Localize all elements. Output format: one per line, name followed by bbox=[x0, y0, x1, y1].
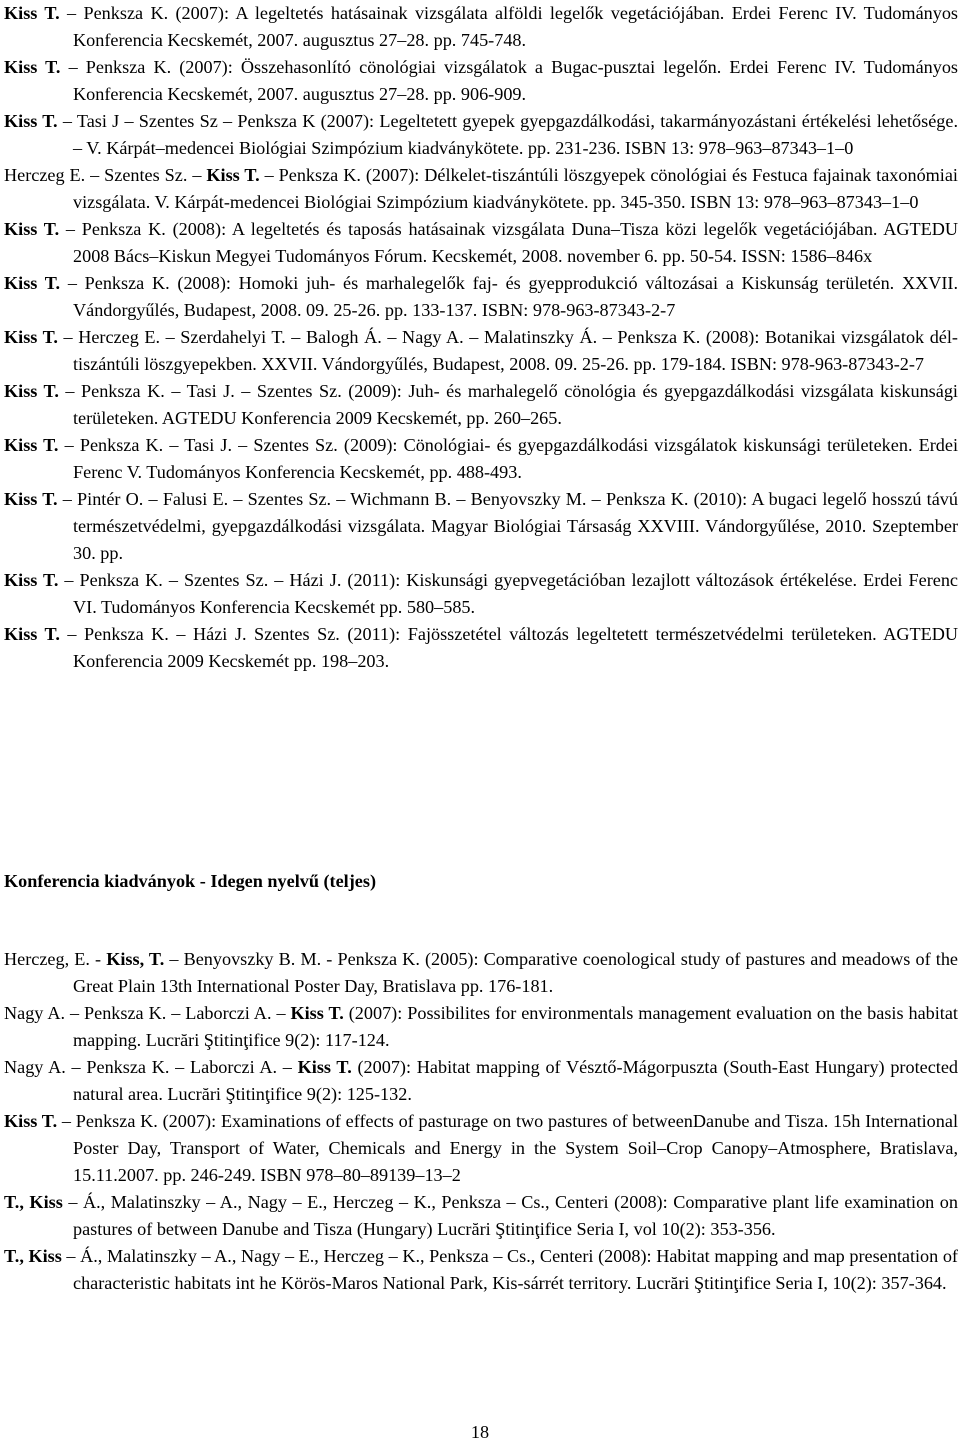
entry-text: – Penksza K. – Tasi J. – Szentes Sz. (2009): Juh- és marhalegelő cönológia és gyepgazdálkodási vizsgálata kiskunsági területeken. AGTEDU Konferencia 2009 Kecskemét, pp. 260–265. bbox=[58, 381, 958, 428]
bibliography-entry bbox=[4, 108, 958, 162]
bibliography-entry bbox=[4, 162, 958, 216]
author-name: Kiss T. bbox=[4, 1111, 58, 1131]
bibliography-entry bbox=[4, 621, 958, 675]
entry-text: – Á., Malatinszky – A., Nagy – E., Herczeg – K., Penksza – Cs., Centeri (2008): Habitat mapping and map presentation of characteristic habitats int he Körös-Maros National Park, Kis-sárrét territory. Lucrări Ştitinţifice Seria I, 10(2): 357-364. bbox=[61, 1246, 958, 1293]
entry-text: – Penksza K. – Tasi J. – Szentes Sz. (2009): Cönológiai- és gyepgazdálkodási vizsgálatok kiskunsági területeken. Erdei Ferenc V. Tudományos Konferencia Kecskemét, pp. 488-493. bbox=[58, 435, 958, 482]
entry-text: – Herczeg E. – Szerdahelyi T. – Balogh Á. – Nagy A. – Malatinszky Á. – Penksza K. (2008): Botanikai vizsgálatok dél-tiszántúli löszgyepekben. XXVII. Vándorgyűlés, Budapest, 2008. 09. 25-26. pp. 179-184. ISBN: 978-963-87343-2-7 bbox=[57, 327, 958, 374]
bibliography-entry bbox=[4, 324, 958, 378]
entry-text: – Penksza K. (2007): Examinations of effects of pasturage on two pastures of betweenDanube and Tisza. 15h International Poster Day, Transport of Water, Chemicals and Energy in the System Soil–Crop Canopy–Atmosphere, Bratislava, 15.11.2007. pp. 246-249. ISBN 978–80–89139–13–2 bbox=[57, 1111, 958, 1185]
entry-text: Herczeg E. – Szentes Sz. – bbox=[4, 165, 207, 185]
author-name: Kiss T. bbox=[297, 1057, 352, 1077]
bibliography-entry bbox=[4, 378, 958, 432]
entry-text: – Penksza K. (2007): Délkelet-tiszántúli löszgyepek cönológiai és Festuca fajainak taxonómiai vizsgálata. V. Kárpát-medencei Biológiai Szimpózium kiadványkötete. pp. 345-350. ISBN 13: 978–963–87343–1–0 bbox=[73, 165, 958, 212]
author-name: Kiss T. bbox=[4, 111, 58, 131]
section-heading: Konferencia kiadványok - Idegen nyelvű (teljes) bbox=[4, 871, 376, 891]
author-name: Kiss T. bbox=[4, 570, 59, 590]
entry-text: (2007): Possibilites for environmentals management evaluation on the basis habitat mapping. Lucrări Ştitinţifice 9(2): 117-124. bbox=[73, 1003, 958, 1050]
foreign-language-conference-list bbox=[4, 946, 958, 1297]
bibliography-entry bbox=[4, 270, 958, 324]
entry-text: – Penksza K. (2007): Összehasonlító cönológiai vizsgálatok a Bugac-pusztai legelőn. Erdei Ferenc IV. Tudományos Konferencia Kecskemét, 2007. augusztus 27–28. pp. 906-909. bbox=[60, 57, 958, 104]
bibliography-entry bbox=[4, 567, 958, 621]
entry-text: – Benyovszky B. M. - Penksza K. (2005): Comparative coenological study of pastures and meadows of the Great Plain 13th International Poster Day, Bratislava pp. 176-181. bbox=[73, 949, 958, 996]
entry-text: – Pintér O. – Falusi E. – Szentes Sz. – Wichmann B. – Benyovszky M. – Penksza K. (2010): A bugaci legelő hosszú távú természetvédelmi, gyepgazdálkodási vizsgálata. Magyar Biológiai Társaság XXVIII. Vándorgyűlése, 2010. Szeptember 30. pp. bbox=[57, 489, 958, 563]
entry-text: – Penksza K. (2008): Homoki juh- és marhalegelők faj- és gyepprodukció változásai a Kiskunság területén. XXVII. Vándorgyűlés, Budapest, 2008. 09. 25-26. pp. 133-137. ISBN: 978-963-87343-2-7 bbox=[60, 273, 959, 320]
page-number: 18 bbox=[470, 1422, 490, 1442]
bibliography-entry bbox=[4, 486, 958, 567]
entry-text: – Penksza K. – Házi J. Szentes Sz. (2011): Fajösszetétel változás legeltetett természetvédelmi területeken. AGTEDU Konferencia 2009 Kecskemét pp. 198–203. bbox=[59, 624, 958, 671]
bibliography-entry bbox=[4, 1243, 958, 1297]
hungarian-conference-list bbox=[4, 0, 958, 675]
author-name: Kiss T. bbox=[206, 165, 260, 185]
bibliography-entry bbox=[4, 1189, 958, 1243]
entry-text: (2007): Habitat mapping of Vésztő-Mágorpuszta (South-East Hungary) protected natural area. Lucrări Ştitinţifice 9(2): 125-132. bbox=[73, 1057, 958, 1104]
entry-text: Nagy A. – Penksza K. – Laborczi A. – bbox=[4, 1003, 291, 1023]
author-name: Kiss, T. bbox=[106, 949, 165, 969]
entry-text: – Penksza K. (2008): A legeltetés és taposás hatásainak vizsgálata Duna–Tisza közi legelők vegetációjában. AGTEDU 2008 Bács–Kiskun Megyei Tudományos Fórum. Kecskemét, 2008. november 6. pp. 50-54. ISSN: 1586–846x bbox=[59, 219, 958, 266]
author-name: Kiss T. bbox=[4, 624, 60, 644]
bibliography-entry bbox=[4, 1054, 958, 1108]
entry-text: Nagy A. – Penksza K. – Laborczi A. – bbox=[4, 1057, 298, 1077]
bibliography-entry bbox=[4, 1000, 958, 1054]
author-name: T., Kiss bbox=[4, 1192, 63, 1212]
author-name: Kiss T. bbox=[4, 219, 60, 239]
author-name: Kiss T. bbox=[290, 1003, 344, 1023]
author-name: Kiss T. bbox=[4, 57, 61, 77]
entry-text: – Á., Malatinszky – A., Nagy – E., Herczeg – K., Penksza – Cs., Centeri (2008): Comparative plant life examination on pastures of between Danube and Tisza (Hungary) Lucrări Ştitinţifice Seria I, vol 10(2): 353-356. bbox=[62, 1192, 958, 1239]
author-name: Kiss T. bbox=[4, 489, 58, 509]
bibliography-entry bbox=[4, 432, 958, 486]
bibliography-entry bbox=[4, 54, 958, 108]
entry-text: – Penksza K. – Szentes Sz. – Házi J. (2011): Kiskunsági gyepvegetációban lezajlott változások értékelése. Erdei Ferenc VI. Tudományos Konferencia Kecskemét pp. 580–585. bbox=[58, 570, 958, 617]
entry-text: – Tasi J – Szentes Sz – Penksza K (2007): Legeltetett gyepek gyepgazdálkodási, takarmányozástani értékelési lehetősége. – V. Kárpát–medencei Biológiai Szimpózium kiadványkötete. pp. 231-236. ISBN 13: 978–963–87343–1–0 bbox=[57, 111, 958, 158]
author-name: Kiss T. bbox=[4, 381, 59, 401]
author-name: Kiss T. bbox=[4, 273, 61, 293]
bibliography-entry bbox=[4, 216, 958, 270]
author-name: Kiss T. bbox=[4, 327, 58, 347]
bibliography-entry bbox=[4, 946, 958, 1000]
bibliography-entry bbox=[4, 1108, 958, 1189]
author-name: Kiss T. bbox=[4, 3, 60, 23]
bibliography-entry bbox=[4, 0, 958, 54]
entry-text: – Penksza K. (2007): A legeltetés hatásainak vizsgálata alföldi legelők vegetációjában. Erdei Ferenc IV. Tudományos Konferencia Kecskemét, 2007. augusztus 27–28. pp. 745-748. bbox=[59, 3, 958, 50]
entry-text: Herczeg, E. - bbox=[4, 949, 107, 969]
author-name: T., Kiss bbox=[4, 1246, 62, 1266]
author-name: Kiss T. bbox=[4, 435, 59, 455]
